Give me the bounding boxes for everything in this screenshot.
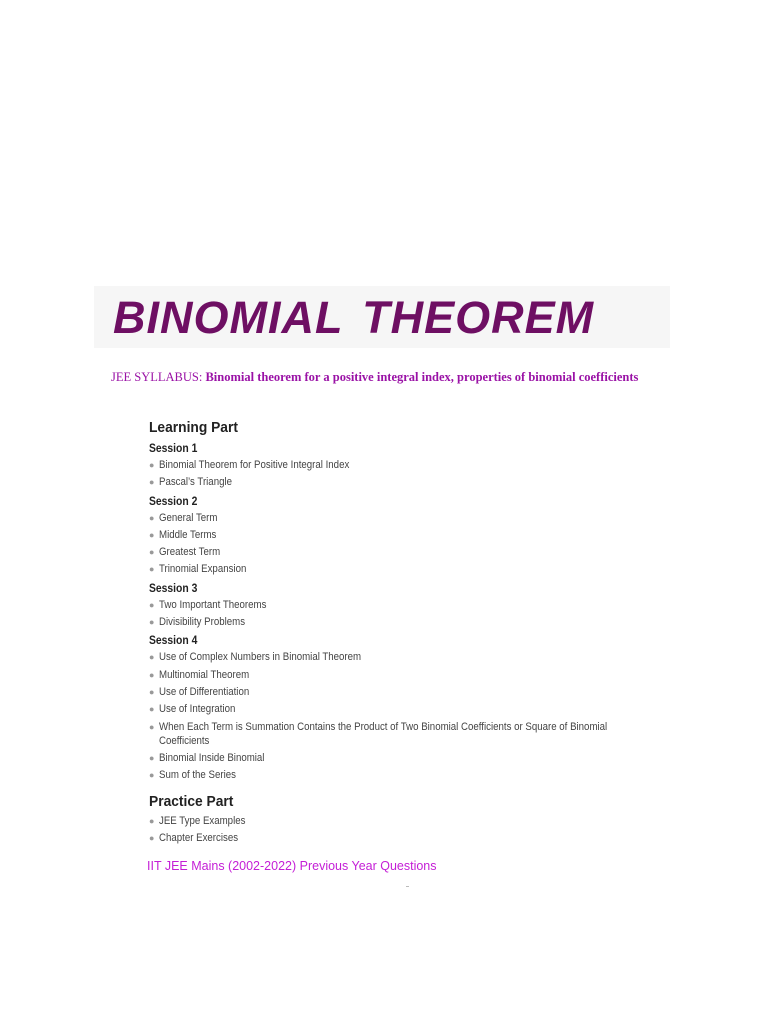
list-item: ● General Term [149,511,218,524]
bullet-icon: ● [149,704,155,715]
list-item: ● Use of Integration [149,703,236,716]
divider-mark [406,886,409,887]
session-items [149,598,669,629]
session-items [149,650,669,782]
practice-part-heading: Practice Part [149,793,234,811]
bullet-icon: ● [149,686,155,697]
list-item: ● Middle Terms [149,528,217,541]
syllabus-label: JEE SYLLABUS: [111,370,203,384]
syllabus-text: Binomial theorem for a positive integral index, properties of binomial coefficients [205,370,639,384]
bullet-icon: ● [149,477,155,488]
chapter-title: BINOMIAL THEOREM [113,292,595,343]
list-item: ● Use of Complex Numbers in Binomial Theorem [149,651,362,664]
list-item: ● Pascal’s Triangle [149,476,232,489]
bullet-icon: ● [149,564,155,575]
session-items [149,511,669,577]
bullet-icon: ● [149,652,155,663]
list-item: ● Two Important Theorems [149,598,267,611]
list-item: ● Sum of the Series [149,769,236,782]
list-item: ● Binomial Inside Binomial [149,751,265,764]
session-heading: Session 4 [149,635,198,648]
session-heading: Session 3 [149,582,198,595]
bullet-icon: ● [149,617,155,628]
bullet-icon: ● [149,770,155,781]
previous-year-questions-link[interactable]: IIT JEE Mains (2002-2022) Previous Year Questions [147,859,437,873]
bullet-icon: ● [149,816,155,827]
jee-syllabus [111,370,638,385]
list-item: ● Chapter Exercises [149,832,239,845]
practice-items [149,814,669,845]
bullet-icon: ● [149,547,155,558]
contents-list [149,416,669,849]
list-item: ● Use of Differentiation [149,685,250,698]
bullet-icon: ● [149,529,155,540]
list-item: ● Multinomial Theorem [149,668,250,681]
session-heading: Session 2 [149,495,198,508]
session-items [149,458,669,489]
list-item: ● Greatest Term [149,546,221,559]
bullet-icon: ● [149,752,155,763]
bullet-icon: ● [149,721,155,732]
session-heading: Session 1 [149,443,198,455]
learning-part-heading: Learning Part [149,419,238,436]
list-item: ● Binomial Theorem for Positive Integral Index [149,459,350,471]
bullet-icon: ● [149,599,155,610]
bullet-icon: ● [149,669,155,680]
bullet-icon: ● [149,460,155,470]
list-item: ● Trinomial Expansion [149,563,247,576]
list-item: ● Divisibility Problems [149,616,246,629]
list-item: ● JEE Type Examples [149,815,246,828]
bullet-icon: ● [149,833,155,844]
bullet-icon: ● [149,512,155,523]
list-item: ● When Each Term is Summation Contains the Product of Two Binomial Coefficients or Square of Binomial Coefficients [149,720,608,747]
